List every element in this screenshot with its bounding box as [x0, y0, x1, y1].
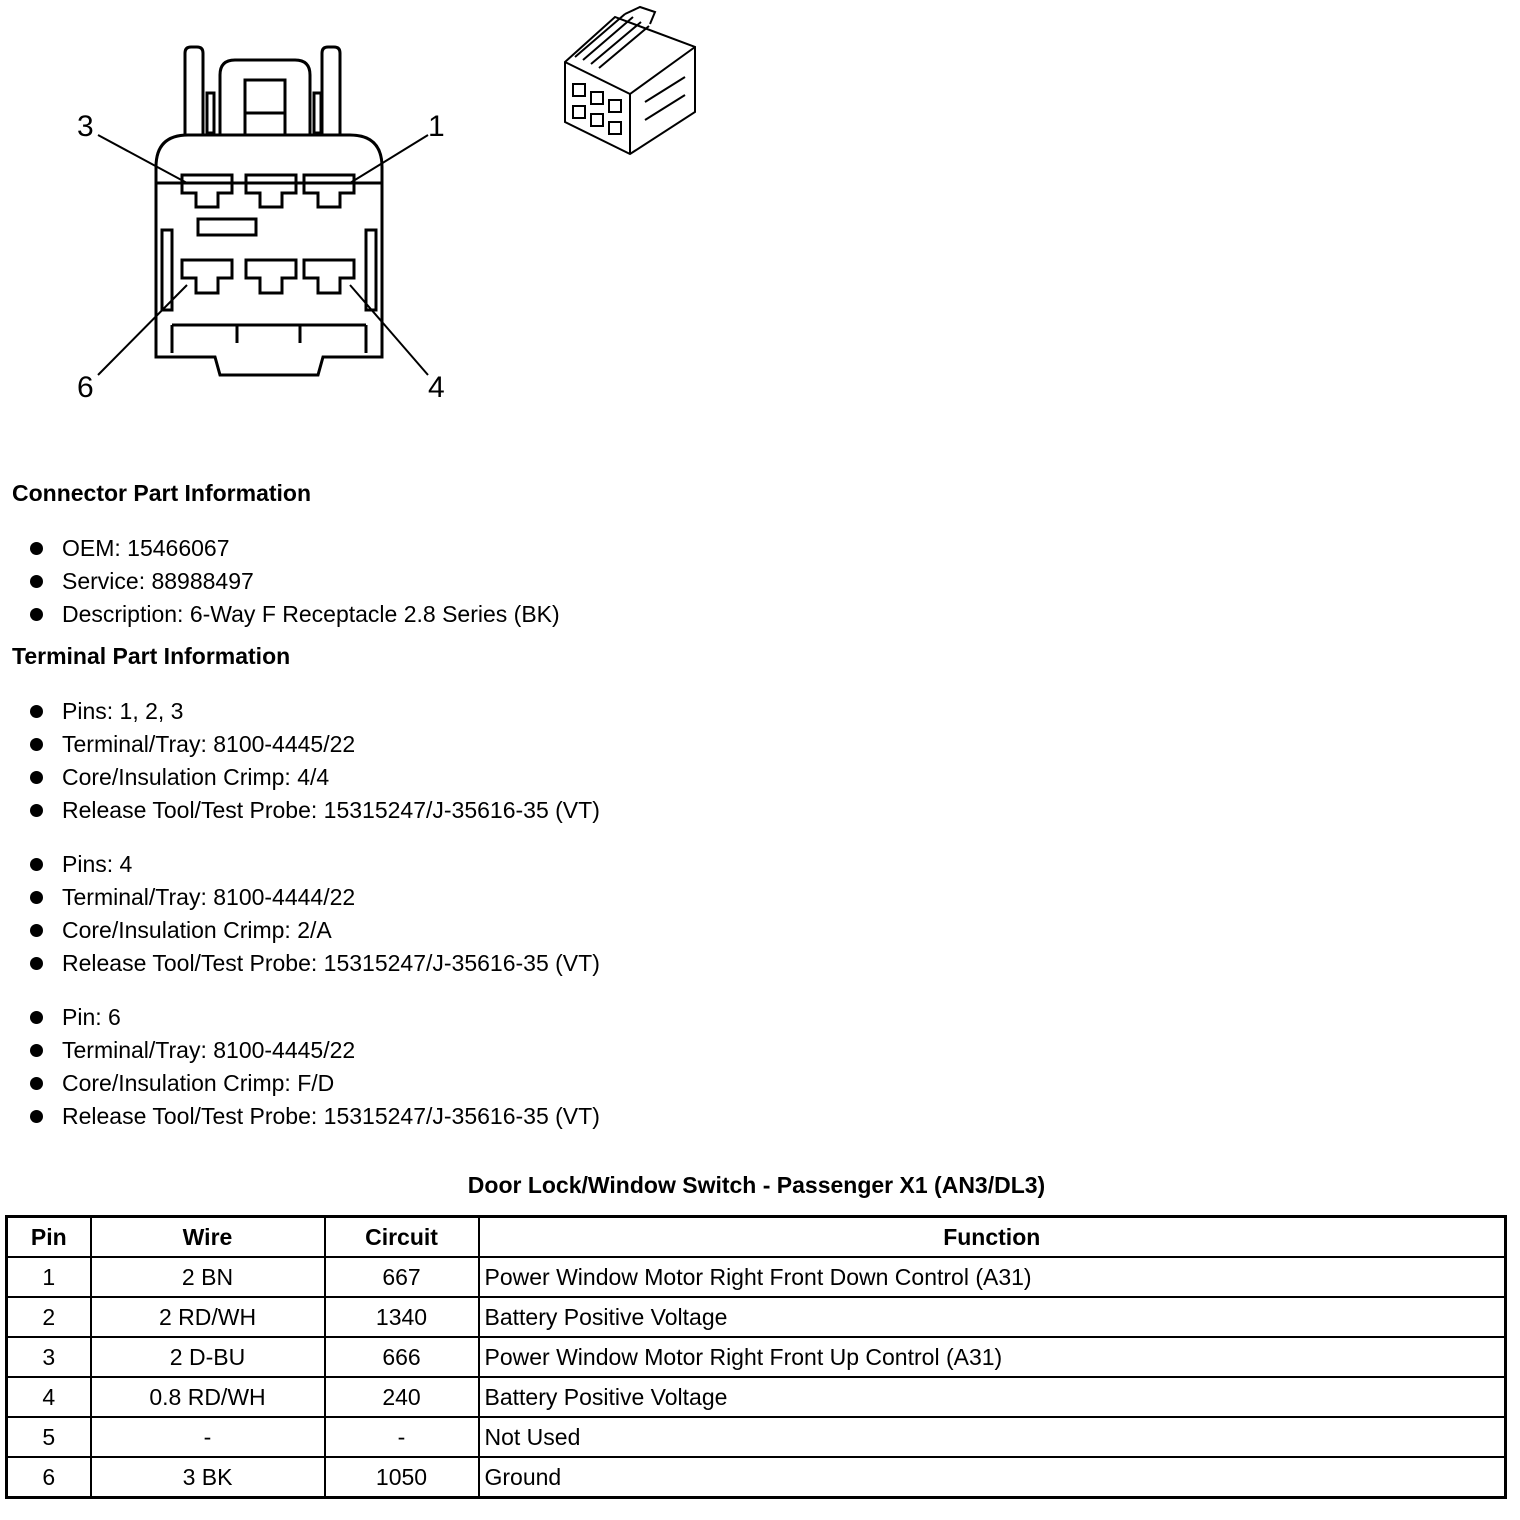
function-cell: Not Used: [479, 1417, 1506, 1457]
function-cell: Power Window Motor Right Front Down Control (A31): [479, 1257, 1506, 1297]
list-item: Release Tool/Test Probe: 15315247/J-35616-35 (VT): [0, 794, 600, 827]
list-item: Terminal/Tray: 8100-4445/22: [0, 1034, 600, 1067]
terminal-info-heading: Terminal Part Information: [12, 643, 291, 669]
circuit-cell: 240: [325, 1377, 479, 1417]
pin-callout-6: 6: [77, 371, 94, 404]
table-row: [7, 1297, 1506, 1337]
list-item: Core/Insulation Crimp: 4/4: [0, 761, 600, 794]
pin-callout-3: 3: [77, 110, 94, 143]
terminal-group-1: [0, 695, 600, 827]
list-item: Service: 88988497: [0, 565, 560, 598]
connector-isometric-illustration: [555, 2, 705, 162]
wire-cell: 3 BK: [91, 1457, 325, 1498]
table-row: [7, 1337, 1506, 1377]
column-header-pin: Pin: [7, 1217, 91, 1258]
list-item: Release Tool/Test Probe: 15315247/J-35616-35 (VT): [0, 947, 600, 980]
pin-cell: 4: [7, 1377, 91, 1417]
table-row: [7, 1377, 1506, 1417]
list-item: Pins: 1, 2, 3: [0, 695, 600, 728]
terminal-group-2: [0, 848, 600, 980]
wire-cell: -: [91, 1417, 325, 1457]
pin-callout-1: 1: [428, 110, 445, 143]
pin-cell: 5: [7, 1417, 91, 1457]
connector-face-diagram: [60, 35, 460, 405]
wire-cell: 2 D-BU: [91, 1337, 325, 1377]
column-header-circuit: Circuit: [325, 1217, 479, 1258]
function-cell: Ground: [479, 1457, 1506, 1498]
connector-info-heading: Connector Part Information: [12, 480, 312, 506]
pinout-table: [5, 1215, 1507, 1499]
list-item: OEM: 15466067: [0, 532, 560, 565]
function-cell: Battery Positive Voltage: [479, 1377, 1506, 1417]
list-item: Core/Insulation Crimp: 2/A: [0, 914, 600, 947]
list-item: Pin: 6: [0, 1001, 600, 1034]
wire-cell: 2 BN: [91, 1257, 325, 1297]
list-item: Pins: 4: [0, 848, 600, 881]
table-row: [7, 1457, 1506, 1498]
pin-cell: 1: [7, 1257, 91, 1297]
circuit-cell: 1340: [325, 1297, 479, 1337]
list-item: Release Tool/Test Probe: 15315247/J-35616-35 (VT): [0, 1100, 600, 1133]
table-header-row: [7, 1217, 1506, 1258]
table-row: [7, 1417, 1506, 1457]
function-cell: Power Window Motor Right Front Up Control (A31): [479, 1337, 1506, 1377]
terminal-group-3: [0, 1001, 600, 1133]
circuit-cell: 1050: [325, 1457, 479, 1498]
list-item: Core/Insulation Crimp: F/D: [0, 1067, 600, 1100]
function-cell: Battery Positive Voltage: [479, 1297, 1506, 1337]
wire-cell: 2 RD/WH: [91, 1297, 325, 1337]
list-item: Description: 6-Way F Receptacle 2.8 Series (BK): [0, 598, 560, 631]
pin-cell: 3: [7, 1337, 91, 1377]
pin-callout-4: 4: [428, 371, 445, 404]
list-item: Terminal/Tray: 8100-4444/22: [0, 881, 600, 914]
pin-cell: 2: [7, 1297, 91, 1337]
circuit-cell: 666: [325, 1337, 479, 1377]
circuit-cell: -: [325, 1417, 479, 1457]
connector-info-list: [0, 532, 560, 631]
list-item: Terminal/Tray: 8100-4445/22: [0, 728, 600, 761]
column-header-wire: Wire: [91, 1217, 325, 1258]
table-title: Door Lock/Window Switch - Passenger X1 (AN3/DL3): [467, 1172, 1046, 1198]
column-header-function: Function: [479, 1217, 1506, 1258]
circuit-cell: 667: [325, 1257, 479, 1297]
pin-cell: 6: [7, 1457, 91, 1498]
table-row: [7, 1257, 1506, 1297]
wire-cell: 0.8 RD/WH: [91, 1377, 325, 1417]
